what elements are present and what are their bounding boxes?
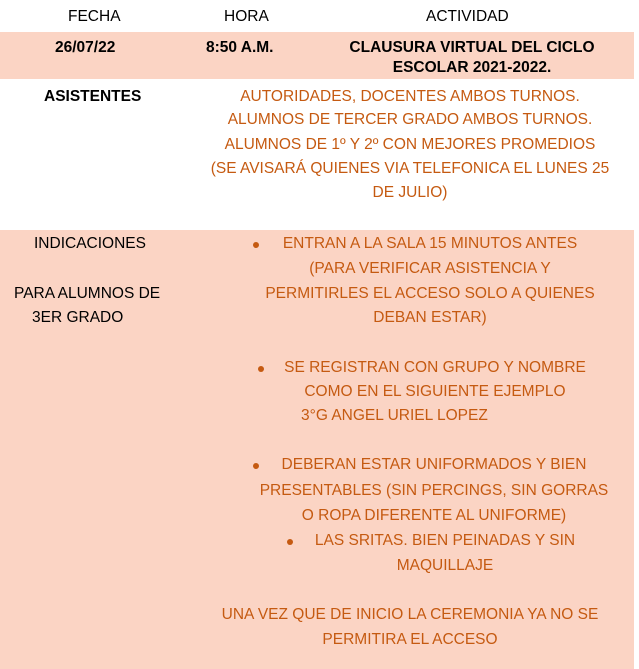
instruction-1-line-2: (PARA VERIFICAR ASISTENCIA Y <box>309 260 551 277</box>
instruction-1-line-3: PERMITIRLES EL ACCESO SOLO A QUIENES <box>265 285 595 302</box>
instruction-1-line-4: DEBAN ESTAR) <box>373 309 487 326</box>
event-activity-line-1: CLAUSURA VIRTUAL DEL CICLO <box>349 39 595 56</box>
attendees-line-5: DE JULIO) <box>372 184 448 201</box>
instruction-3-line-3: O ROPA DIFERENTE AL UNIFORME) <box>301 507 567 524</box>
attendees-label: ASISTENTES <box>44 88 142 105</box>
instruction-4-line-1: LAS SRITAS. BIEN PEINADAS Y SIN <box>314 532 576 549</box>
attendees-line-3: ALUMNOS DE 1º Y 2º CON MEJORES PROMEDIOS <box>224 136 596 153</box>
right-edge <box>634 0 639 669</box>
event-activity-line-2: ESCOLAR 2021-2022. <box>392 59 552 76</box>
header-hora: HORA <box>224 8 269 25</box>
event-date: 26/07/22 <box>55 39 116 56</box>
audience-label-line-2: 3ER GRADO <box>32 309 124 326</box>
attendees-line-1: AUTORIDADES, DOCENTES AMBOS TURNOS. <box>240 88 580 105</box>
header-fecha: FECHA <box>68 8 121 25</box>
instructions-label: INDICACIONES <box>34 235 146 252</box>
attendees-line-4: (SE AVISARÁ QUIENES VIA TELEFONICA EL LUNES 25 <box>210 160 610 177</box>
closing-note-line-2: PERMITIRA EL ACCESO <box>322 631 498 648</box>
closing-note-line-1: UNA VEZ QUE DE INICIO LA CEREMONIA YA NO SE <box>221 606 599 623</box>
instruction-1-line-1: ENTRAN A LA SALA 15 MINUTOS ANTES <box>282 235 578 252</box>
instruction-2-line-1: SE REGISTRAN CON GRUPO Y NOMBRE <box>284 359 586 376</box>
instruction-2-line-3: 3°G ANGEL URIEL LOPEZ <box>301 407 488 424</box>
instruction-2-line-2: COMO EN EL SIGUIENTE EJEMPLO <box>304 383 566 400</box>
instruction-4-line-2: MAQUILLAJE <box>396 557 494 574</box>
table-header <box>0 0 634 32</box>
audience-label-line-1: PARA ALUMNOS DE <box>14 285 161 302</box>
instruction-3-line-1: DEBERAN ESTAR UNIFORMADOS Y BIEN <box>281 456 587 473</box>
event-time: 8:50 A.M. <box>206 39 274 56</box>
attendees-line-2: ALUMNOS DE TERCER GRADO AMBOS TURNOS. <box>227 111 593 128</box>
header-actividad: ACTIVIDAD <box>426 8 509 25</box>
instruction-3-line-2: PRESENTABLES (SIN PERCINGS, SIN GORRAS <box>259 482 609 499</box>
